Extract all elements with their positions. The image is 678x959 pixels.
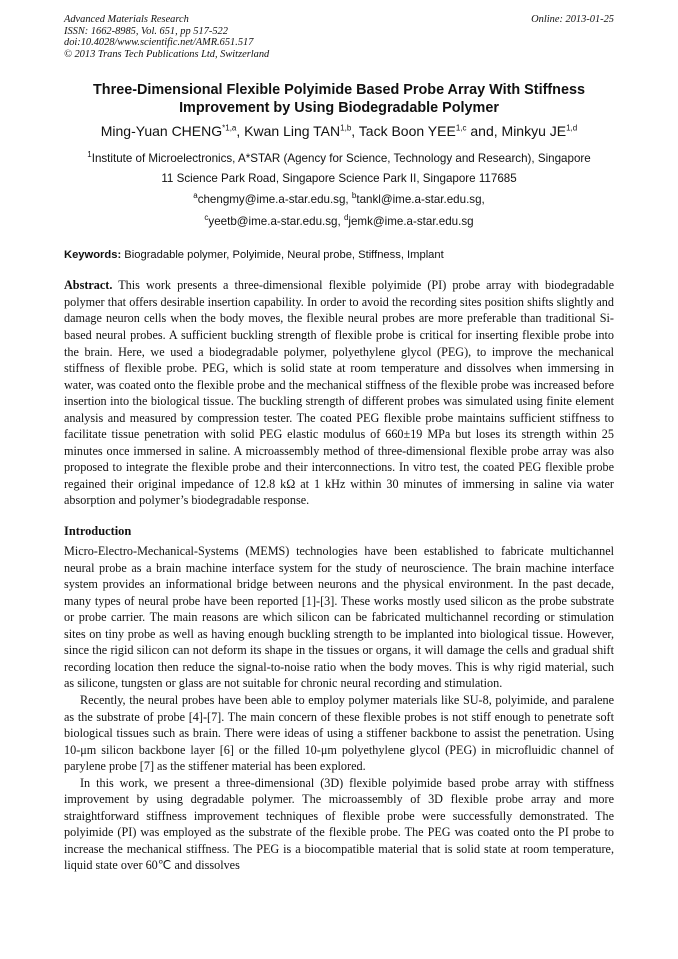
- title-line-2: Improvement by Using Biodegradable Polymer: [179, 100, 499, 117]
- keywords-label: Keywords:: [64, 249, 122, 262]
- affiliation-mark: 1: [87, 150, 92, 160]
- email-mark: b: [351, 191, 357, 201]
- author-separator: ,: [351, 123, 359, 140]
- affiliation-line-2: 11 Science Park Road, Singapore Science Park II, Singapore 117685: [161, 172, 517, 186]
- author-name: Ming-Yuan CHENG: [100, 123, 223, 140]
- affiliation-text: Institute of Microelectronics, A*STAR (Agency for Science, Technology and Research), Singapore: [91, 152, 591, 166]
- email-link[interactable]: tankl@ime.a-star.edu.sg,: [356, 193, 485, 207]
- author-name: Tack Boon YEE: [358, 123, 456, 140]
- abstract-text: This work presents a three-dimensional flexible polyimide (PI) probe array with biodegradable polymer that offers desirable insertion capability. In order to avoid the recording sites position shifts slightly and damage neuron cells when the body moves, the flexible neural probes are more preferable than traditional Si-based neural probes. A sufficient buckling strength of flexible probe is critical for inserting flexible probe into the brain. Here, we used a biodegradable polymer, polyethylene glycol (PEG), to improve the mechanical stiffness of flexible probe. PEG, which is solid state at room temperature and dissolves when immersing in water, was coated onto the flexible probe and the mechanical stiffness of the flexible probe was increased before insertion into the biological tissue. The buckling strength of different probes was simulated using finite element analysis and measured by compression tester. The coated PEG flexible probe maintains sufficient stiffness to facilitate tissue penetration with solid PEG elastic modulus of 660±19 MPa but loses its strength within 25 minutes once immersed in saline. A microassembly method of three-dimensional flexible probe array was also proposed to integrate the flexible probe and their interconnections. In vitro test, the coated PEG flexible probe regained their original impedance of 12.8 kΩ at 1 kHz within 30 minutes of immersing in saline via water absorption and polymer’s biodegradable response.: [64, 278, 614, 508]
- journal-header: [64, 14, 614, 60]
- email-link[interactable]: yeetb@ime.a-star.edu.sg,: [208, 215, 341, 229]
- email-link[interactable]: chengmy@ime.a-star.edu.sg,: [197, 193, 349, 207]
- section-heading-introduction: Introduction: [64, 524, 132, 539]
- email-mark: d: [343, 213, 349, 223]
- intro-paragraph-2: Recently, the neural probes have been able to employ polymer materials like SU-8, polyimide, and paralene as the substrate of probe [4]-[7]. The main concern of these flexible probes is not stiff enough to penetrate soft biological tissues such as brain. There were ideas of using a stiffener backbone to assist the penetration. Using 10-μm silicon backbone layer [6] or the filled 10-μm polyethylene glycol (PEG) in microfluidic channel of parylene probe [7] as the stiffener material has been explored.: [64, 692, 614, 774]
- author-affiliation-mark: 1,c: [455, 123, 467, 133]
- author-name: Minkyu JE: [501, 123, 567, 140]
- affiliation-line-1: [64, 149, 614, 169]
- author-affiliation-mark: 1,d: [566, 123, 578, 133]
- intro-paragraph-3: In this work, we present a three-dimensional (3D) flexible polyimide based probe array with stiffness improvement by using degradable polymer. The microassembly of 3D flexible probe array and more straightforward stiffness improvement techniques of flexible probe were successfully demonstrated. The polyimide (PI) was employed as the substrate of the flexible probe. The PEG was coated onto the PI probe to increase the mechanical stiffness. The PEG is a biocompatible material that is solid state at room temperature, liquid state over 60℃ and dissolves: [64, 775, 614, 873]
- copyright-line: © 2013 Trans Tech Publications Ltd, Switzerland: [64, 48, 270, 60]
- journal-name: Advanced Materials Research: [64, 14, 189, 25]
- author-list: [64, 121, 614, 141]
- affiliation: [64, 149, 614, 189]
- abstract: [64, 277, 614, 509]
- author-separator: and,: [466, 123, 502, 140]
- email-link[interactable]: jemk@ime.a-star.edu.sg: [348, 215, 474, 229]
- keywords: [64, 248, 614, 262]
- email-line-2: [64, 211, 614, 233]
- paper-title: [64, 81, 614, 117]
- keywords-text: Biogradable polymer, Polyimide, Neural probe, Stiffness, Implant: [121, 249, 444, 262]
- doi-line: doi:10.4028/www.scientific.net/AMR.651.517: [64, 37, 254, 49]
- online-date: Online: 2013-01-25: [531, 14, 614, 25]
- author-affiliation-mark: *1,a: [222, 123, 237, 133]
- title-line-1: Three-Dimensional Flexible Polyimide Based Probe Array With Stiffness: [93, 82, 585, 99]
- email-line-1: [64, 189, 614, 211]
- email-mark: a: [193, 191, 198, 201]
- author-name: Kwan Ling TAN: [244, 123, 341, 140]
- author-affiliation-mark: 1,b: [340, 123, 352, 133]
- email-mark: c: [204, 213, 209, 223]
- author-separator: ,: [236, 123, 245, 140]
- issn-line: ISSN: 1662-8985, Vol. 651, pp 517-522: [64, 25, 228, 37]
- abstract-label: Abstract.: [64, 278, 113, 293]
- intro-paragraph-1: Micro-Electro-Mechanical-Systems (MEMS) technologies have been established to fabricate multichannel neural probe as a brain machine interface system for the study of neuroscience. The brain machine interface system provides an informational bridge between neurons and the physical environment. In the past decade, many types of neural probe have been reported [1]-[3]. These works mostly used silicon as the probe substrate or probe carrier. The main reasons are which silicon can be fabricated multichannel recording or stimulation sites on tiny probe as well as having enough buckling strength to be implanted into biological tissue. However, since the rigid silicon can not deform its shape in the tissues or organs, it will damage the cells and gradual shift recording location then reduce the signal-to-noise ratio when the body moves. This is why rigid material, such as silicone, tungsten or glass are not suitable for chronic neural recording and stimulation.: [64, 544, 614, 691]
